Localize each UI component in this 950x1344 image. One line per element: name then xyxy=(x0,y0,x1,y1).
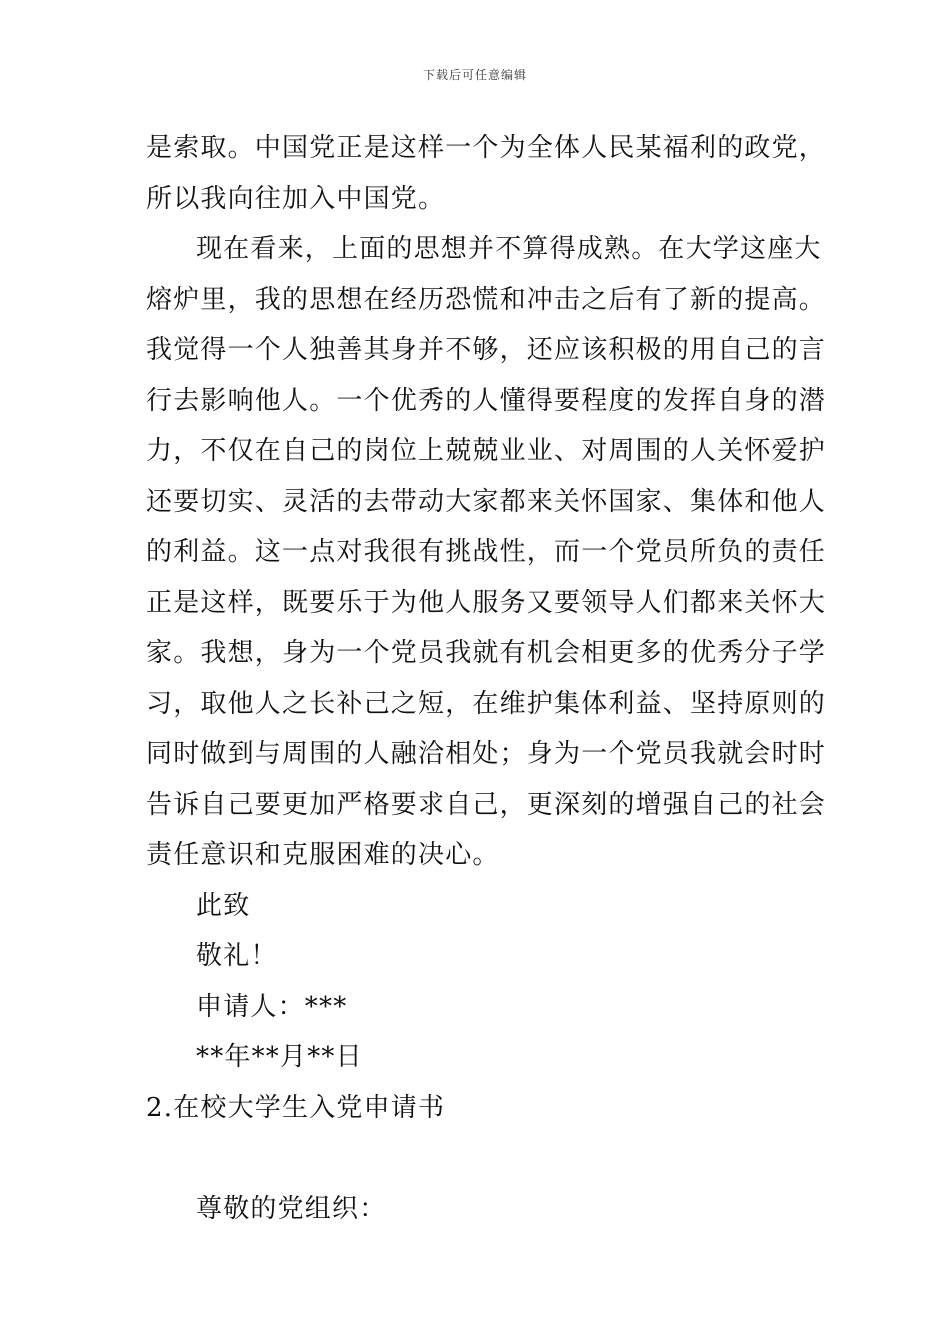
paragraph-start-line: 现在看来，上面的思想并不算得成熟。在大学这座大 xyxy=(196,234,822,264)
document-body xyxy=(146,123,827,1234)
header-note: 下载后可任意编辑 xyxy=(422,68,527,82)
application-date: **年**月**日 xyxy=(196,1042,363,1072)
blank-line xyxy=(146,1133,811,1184)
applicant-signature: 申请人：*** xyxy=(196,991,348,1022)
greeting-line: 尊敬的党组织： xyxy=(196,1193,387,1224)
body-line: 还要切实、灵活的去带动大家都来关怀国家、集体和他人 xyxy=(146,486,827,517)
body-line: 的利益。这一点对我很有挑战性，而一个党员所负的责任 xyxy=(146,537,827,567)
body-line: 所以我向往加入中国党。 xyxy=(146,183,446,214)
closing-respect: 敬礼！ xyxy=(196,941,278,971)
body-line: 责任意识和克服困难的决心。 xyxy=(146,840,500,870)
body-line: 力，不仅在自己的岗位上兢兢业业、对周围的人关怀爱护 xyxy=(146,436,827,466)
body-line: 行去影响他人。一个优秀的人懂得要程度的发挥自身的潜 xyxy=(146,385,827,416)
body-line: 是索取。中国党正是这样一个为全体人民某福利的政党， xyxy=(146,133,827,163)
closing-salutation: 此致 xyxy=(196,890,251,921)
body-line: 家。我想，身为一个党员我就有机会相更多的优秀分子学 xyxy=(146,638,827,668)
body-line: 习，取他人之长补己之短，在维护集体利益、坚持原则的 xyxy=(146,688,827,719)
body-line: 告诉自己要更加严格要求自己，更深刻的增强自己的社会 xyxy=(146,789,827,820)
body-line: 我觉得一个人独善其身并不够，还应该积极的用自己的言 xyxy=(146,335,827,365)
body-line: 熔炉里，我的思想在经历恐慌和冲击之后有了新的提高。 xyxy=(146,284,827,315)
body-line: 正是这样，既要乐于为他人服务又要领导人们都来关怀大 xyxy=(146,587,827,618)
section-title: 2.在校大学生入党申请书 xyxy=(146,1092,446,1123)
body-line: 同时做到与周围的人融洽相处；身为一个党员我就会时时 xyxy=(146,739,827,769)
